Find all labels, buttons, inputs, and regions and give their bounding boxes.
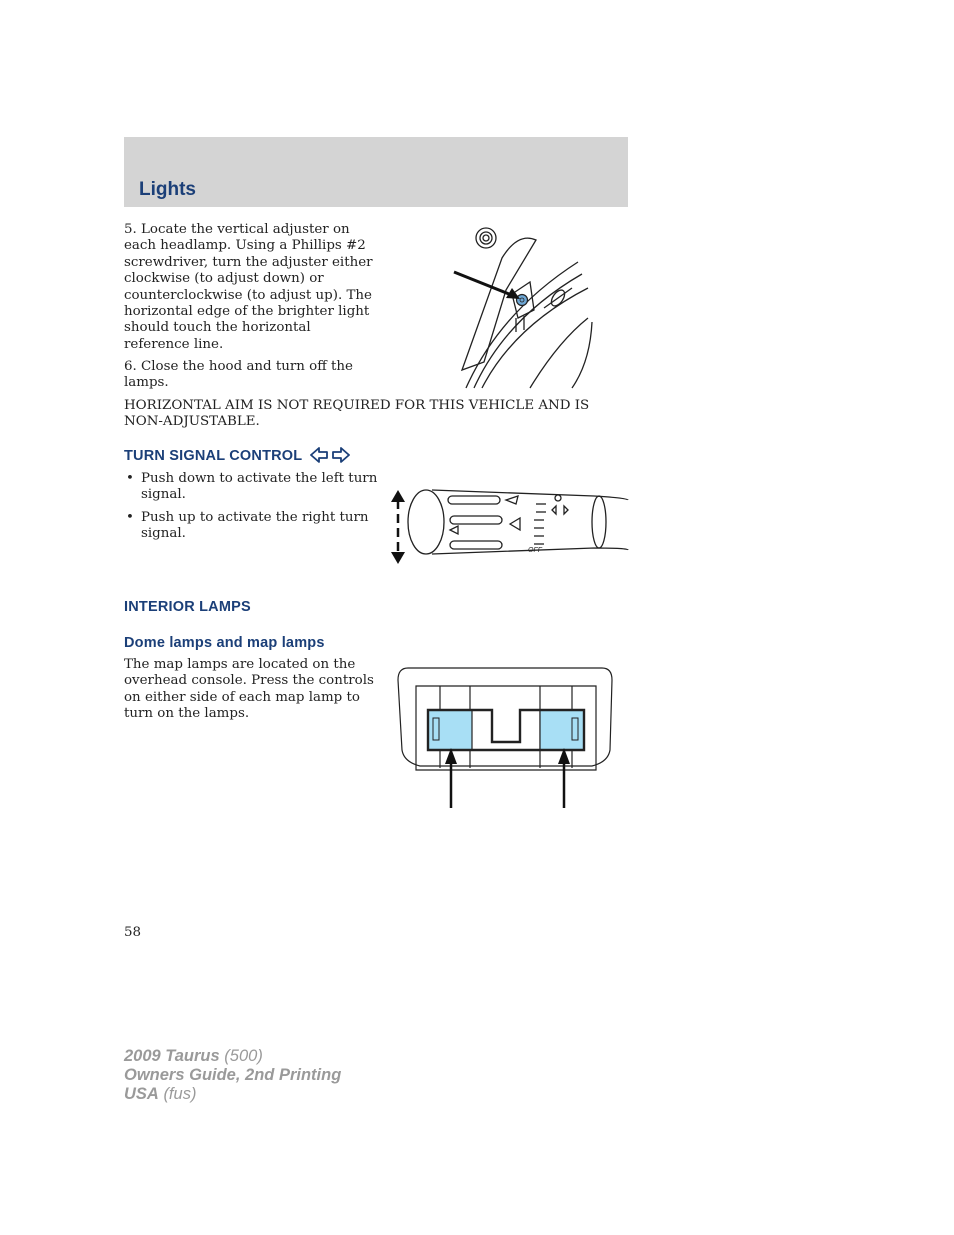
headlamp-adjuster-illustration bbox=[440, 222, 610, 390]
right-lamp-pointer-arrow bbox=[558, 748, 570, 808]
map-lamps-text: The map lamps are located on the overhead console. Press the controls on either side of each map lamp to turn on the lamps. bbox=[124, 657, 374, 722]
bullet-right-turn: Push up to activate the right turn signal. bbox=[141, 509, 369, 542]
horizontal-aim-note: HORIZONTAL AIM IS NOT REQUIRED FOR THIS VEHICLE AND IS NON-ADJUSTABLE. bbox=[124, 398, 590, 430]
footer-line-region bbox=[124, 1085, 341, 1104]
step-6-text: 6. Close the hood and turn off the lamps. bbox=[124, 359, 353, 391]
section-title: Lights bbox=[139, 179, 196, 200]
left-lamp-pointer-arrow bbox=[445, 748, 457, 808]
turn-signal-stalk-illustration bbox=[386, 486, 630, 568]
document-footer bbox=[124, 1047, 341, 1104]
turn-signal-arrows-icon bbox=[310, 447, 350, 463]
footer-model-code: (500) bbox=[224, 1047, 263, 1065]
footer-region-code: (fus) bbox=[163, 1085, 197, 1103]
dome-map-lamps-subheading: Dome lamps and map lamps bbox=[124, 635, 325, 651]
overhead-console-illustration bbox=[396, 666, 616, 810]
up-down-arrow-icon bbox=[391, 490, 405, 564]
footer-line-guide bbox=[124, 1066, 341, 1085]
list-item: • Push down to activate the left turn signal. bbox=[126, 471, 378, 503]
turn-signal-bullet-list bbox=[124, 471, 384, 549]
footer-region: USA bbox=[124, 1085, 159, 1103]
step-5-text: 5. Locate the vertical adjuster on each headlamp. Using a Phillips #2 screwdriver, turn the adjuster either clockwise (to adjust down) or counterclockwise (to adjust up). The horizontal edge of the brighter light should touch the horizontal reference line. bbox=[124, 222, 373, 352]
bullet-left-turn: Push down to activate the left turn signal. bbox=[141, 471, 378, 503]
footer-model: 2009 Taurus bbox=[124, 1047, 220, 1065]
stalk-off-label: OFF bbox=[528, 547, 542, 554]
turn-signal-heading-text: TURN SIGNAL CONTROL bbox=[124, 448, 303, 464]
footer-line-model bbox=[124, 1047, 341, 1066]
left-map-lamp bbox=[428, 710, 472, 750]
interior-lamps-heading: INTERIOR LAMPS bbox=[124, 599, 251, 615]
list-item: • Push up to activate the right turn signal. bbox=[126, 509, 369, 542]
section-header-band bbox=[124, 137, 628, 207]
footer-guide: Owners Guide, 2nd Printing bbox=[124, 1066, 342, 1084]
adjuster-pointer-arrow bbox=[454, 272, 520, 299]
page-number: 58 bbox=[124, 925, 142, 940]
turn-signal-heading bbox=[124, 447, 350, 464]
right-map-lamp bbox=[540, 710, 584, 750]
